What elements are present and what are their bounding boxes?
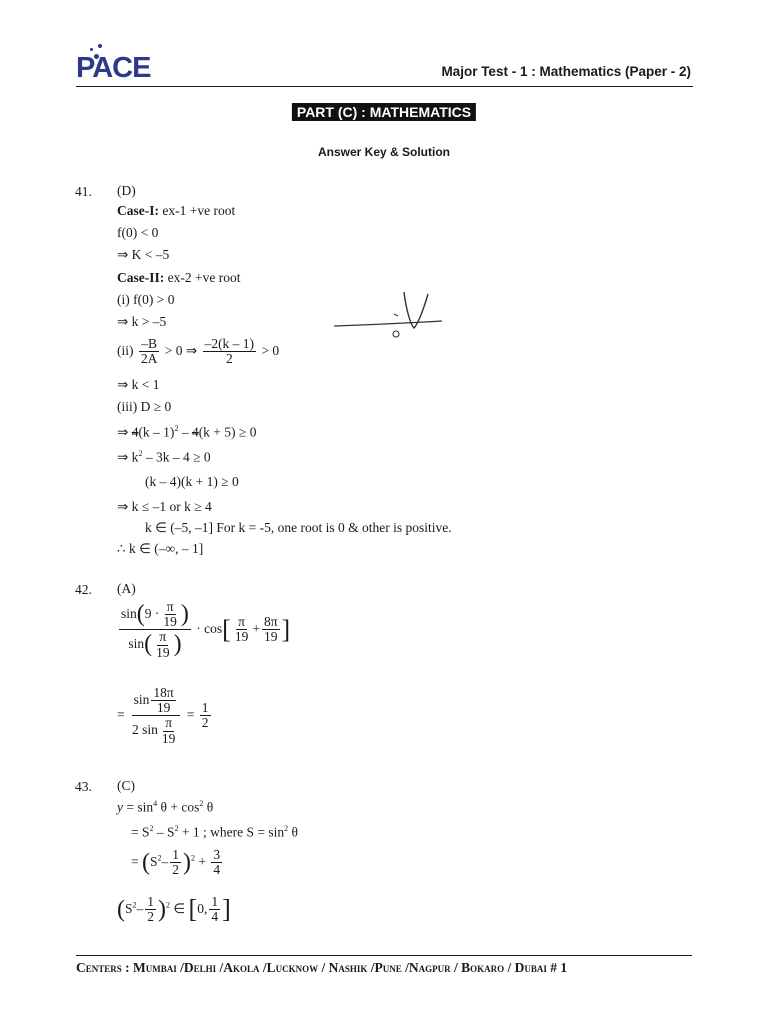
solution-line [131, 825, 298, 839]
term: θ + cos [157, 799, 200, 815]
solution-line: ∴ k ∈ (–∞, – 1] [117, 541, 204, 556]
solution-expression [117, 600, 290, 660]
fraction [262, 615, 280, 644]
func: sin [128, 636, 145, 652]
paren: ( [117, 896, 125, 923]
question-number: 42. [75, 582, 92, 597]
numerator: 18π [153, 685, 174, 700]
solution-line: ⇒ K < –5 [117, 247, 170, 262]
logo-text: PACE [76, 52, 151, 84]
question-number: 41. [75, 184, 92, 199]
logo-dot [90, 48, 93, 51]
footer-centers: Centers : Mumbai /Delhi /Akola /Lucknow / Nashik /Pune /Nagpur / Bokaro / Dubai # 1 [76, 960, 568, 975]
denominator: 2 [225, 351, 233, 367]
denominator: 19 [161, 730, 176, 746]
pace-logo [76, 42, 156, 82]
solution-line [117, 450, 211, 464]
part-banner: PART (C) : MATHEMATICS [292, 103, 476, 121]
case-label: Case-I: [117, 203, 159, 218]
denominator: 2 [147, 909, 155, 925]
answer-option: (A) [117, 581, 136, 596]
term: (k + 5) ≥ 0 [198, 424, 257, 440]
variable: S [150, 853, 158, 869]
solution-line [117, 425, 256, 439]
exponent: 2 [191, 853, 196, 863]
operator: + [198, 853, 207, 869]
answer-key-heading: Answer Key & Solution [317, 145, 451, 159]
fraction [154, 630, 172, 659]
fraction [203, 337, 257, 366]
term: 9 · [144, 605, 160, 621]
term: – 3k – 4 ≥ 0 [142, 449, 211, 465]
numerator: 1 [147, 894, 155, 909]
fraction [139, 337, 160, 366]
term: 0, [197, 900, 208, 916]
term: (k – 1) [138, 424, 175, 440]
bracket: [ [188, 894, 198, 924]
term: + 1 ; where S = sin [178, 824, 285, 840]
solution-line: ⇒ k ≤ –1 or k ≥ 4 [117, 499, 212, 514]
operator: = [131, 853, 139, 869]
denominator: 19 [263, 629, 278, 645]
operator: = [117, 706, 125, 722]
term: = S [131, 824, 150, 840]
paren: ( [142, 849, 150, 876]
denominator: 2A [140, 351, 158, 367]
variable: y [117, 799, 123, 815]
operator: – [178, 424, 192, 440]
fraction [151, 686, 175, 715]
denominator: 2 [201, 715, 209, 731]
solution-line: ⇒ k > –5 [117, 314, 167, 329]
fraction [233, 615, 251, 644]
exponent: 4 [153, 799, 158, 808]
case-text: ex-2 +ve root [164, 270, 241, 285]
bracket: [ [222, 614, 231, 644]
operator: – [161, 853, 169, 869]
answer-option: (D) [117, 183, 136, 198]
denominator: 2 [172, 862, 180, 878]
exponent: 2 [174, 824, 179, 833]
exponent: 2 [284, 824, 289, 833]
cancelled-term: 4 [191, 424, 199, 440]
denominator [130, 716, 181, 745]
operator: ∈ [173, 900, 186, 916]
case-label: Case-II: [117, 270, 165, 285]
case-text: ex-1 +ve root [159, 203, 236, 218]
fraction [200, 701, 211, 730]
note: For k = -5, one root is 0 & other is positive. [213, 520, 452, 535]
denominator [126, 630, 183, 659]
fraction [170, 848, 181, 877]
sub-label: (ii) [117, 342, 134, 358]
interval: k ∈ (–5, –1] [145, 520, 214, 535]
paren: ) [173, 631, 182, 658]
implies: ⇒ [117, 424, 132, 440]
operator: = [186, 706, 195, 722]
exponent: 2 [157, 853, 162, 863]
fraction [160, 716, 178, 745]
term: θ [203, 799, 214, 815]
fraction [209, 895, 220, 924]
footer-divider [76, 955, 692, 956]
func: · cos [196, 620, 223, 636]
solution-line [145, 521, 452, 535]
exponent: 2 [174, 424, 179, 433]
fraction [119, 600, 191, 660]
numerator: –2(k – 1) [204, 336, 255, 351]
fraction [130, 686, 181, 746]
numerator: 3 [213, 847, 221, 862]
solution-line [117, 271, 240, 285]
solution-line: (k – 4)(k + 1) ≥ 0 [145, 474, 239, 489]
numerator [119, 600, 191, 630]
paren: ) [183, 849, 192, 876]
bracket: ] [281, 614, 291, 644]
solution-line [117, 800, 213, 814]
denominator: 4 [213, 862, 221, 878]
numerator: π [166, 599, 174, 614]
numerator: π [165, 715, 173, 731]
term: θ [288, 824, 298, 840]
operator: > 0 [261, 342, 280, 358]
numerator: π [238, 614, 245, 630]
exponent: 2 [166, 900, 171, 910]
paren: ( [144, 631, 153, 658]
cancelled-term: 4 [131, 424, 139, 440]
solution-line [117, 204, 235, 218]
fraction [145, 895, 156, 924]
solution-line: ⇒ k < 1 [117, 377, 160, 392]
term: = sin [123, 799, 154, 815]
numerator: 1 [201, 700, 209, 716]
term: – S [153, 824, 175, 840]
numerator: 8π [263, 614, 278, 630]
exponent: 2 [149, 824, 154, 833]
solution-expression [117, 686, 213, 746]
header-divider [76, 86, 693, 87]
fraction [161, 600, 179, 629]
logo-dot [98, 44, 102, 48]
operator: – [136, 900, 144, 916]
answer-option: (C) [117, 778, 135, 793]
paren: ) [180, 601, 189, 628]
exponent: 2 [132, 900, 137, 910]
fraction [211, 848, 222, 877]
parabola-sketch [332, 286, 448, 342]
question-number: 43. [75, 779, 92, 794]
solution-line: (iii) D ≥ 0 [117, 399, 172, 414]
solution-line [117, 895, 231, 924]
numerator: –B [141, 336, 157, 351]
func: sin [121, 605, 137, 621]
bracket: ] [222, 894, 231, 924]
exponent: 2 [138, 449, 143, 458]
variable: S [125, 900, 133, 916]
exponent: 2 [199, 799, 204, 808]
paren: ( [136, 601, 145, 628]
func: 2 sin [132, 722, 158, 738]
solution-line: (i) f(0) > 0 [117, 292, 175, 307]
numerator: π [159, 629, 167, 645]
numerator [132, 686, 180, 716]
operator: + [252, 620, 260, 636]
term: ⇒ k [117, 449, 139, 465]
numerator: 1 [211, 894, 219, 909]
denominator: 19 [234, 629, 249, 645]
solution-line [131, 848, 224, 877]
operator: > 0 ⇒ [164, 342, 198, 358]
solution-line: f(0) < 0 [117, 225, 159, 240]
test-title: Major Test - 1 : Mathematics (Paper - 2) [441, 64, 691, 79]
denominator: 19 [156, 644, 170, 660]
solution-line [117, 337, 279, 366]
paren: ) [158, 896, 167, 923]
denominator: 4 [211, 909, 219, 925]
denominator: 19 [156, 700, 171, 716]
denominator: 19 [163, 614, 177, 630]
numerator: 1 [172, 847, 180, 862]
func: sin [133, 691, 150, 707]
